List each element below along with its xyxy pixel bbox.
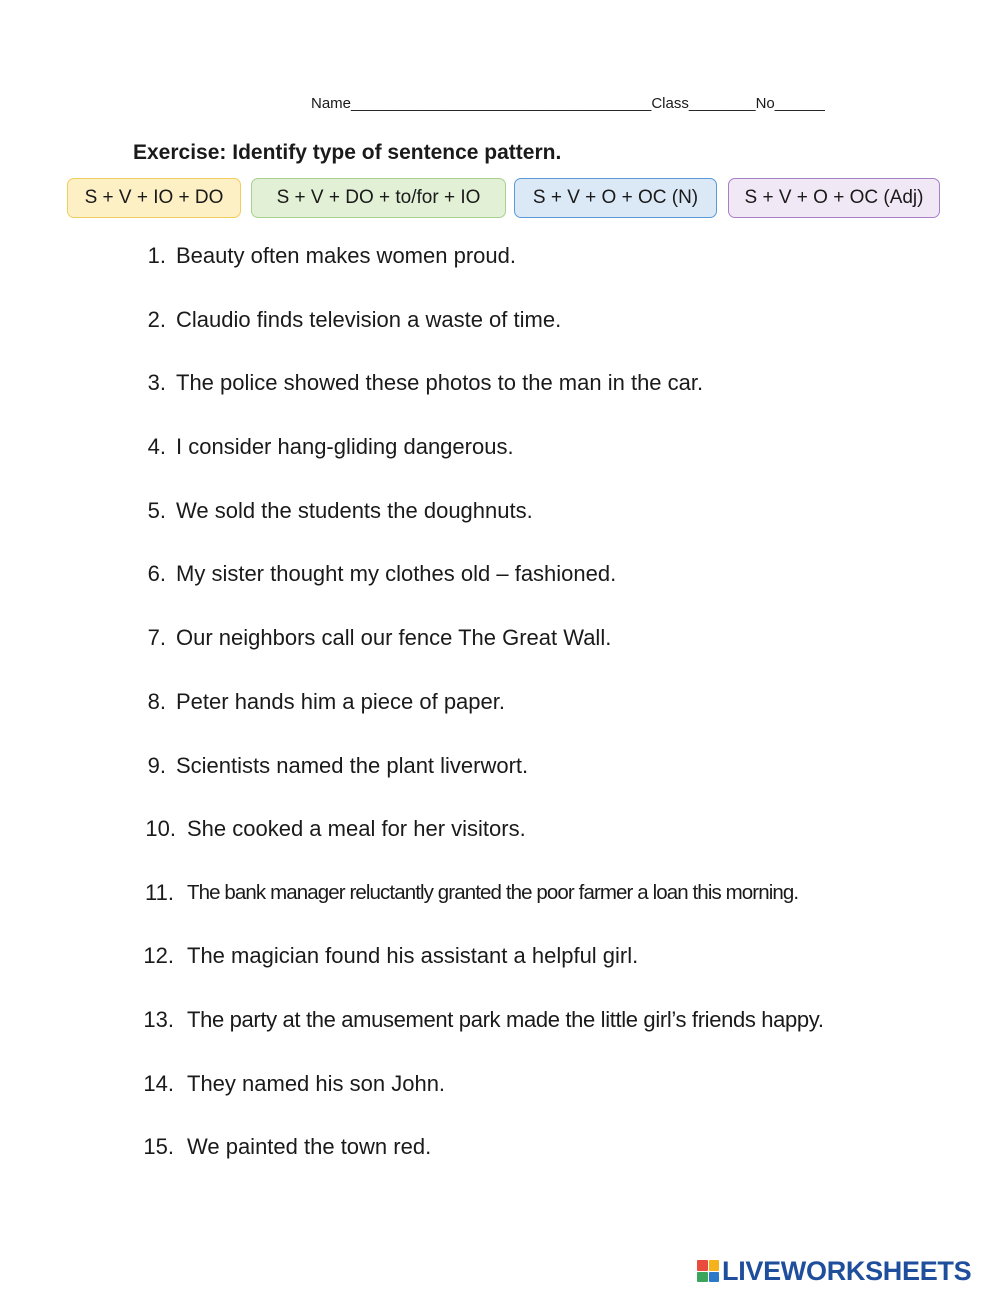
item-number: 13. (143, 1007, 174, 1032)
item-number: 8. (147, 689, 166, 714)
pattern-box-3: S + V + O + OC (N) (514, 178, 717, 218)
item-sentence: My sister thought my clothes old – fashioned. (176, 561, 617, 586)
liveworksheets-logo (697, 1256, 971, 1286)
item-number: 3. (147, 370, 166, 395)
pattern-box-4: S + V + O + OC (Adj) (728, 178, 940, 218)
pattern-box-2: S + V + DO + to/for + IO (251, 178, 506, 218)
logo-square-blue (709, 1272, 720, 1283)
item-number: 10. (145, 816, 176, 841)
item-number: 5. (147, 498, 166, 523)
item-sentence: The magician found his assistant a helpful girl. (187, 943, 639, 968)
exercise-title: Exercise: Identify type of sentence pattern. (133, 141, 562, 164)
item-sentence: We painted the town red. (187, 1134, 432, 1159)
item-sentence: They named his son John. (187, 1071, 446, 1096)
item-sentence: Scientists named the plant liverwort. (176, 753, 529, 778)
item-sentence: We sold the students the doughnuts. (176, 498, 533, 523)
item-sentence: Our neighbors call our fence The Great Wall. (176, 625, 612, 650)
item-sentence: Peter hands him a piece of paper. (176, 689, 505, 714)
pattern-box-1: S + V + IO + DO (67, 178, 241, 218)
logo-square-red (697, 1260, 708, 1271)
logo-mark-icon (697, 1260, 719, 1282)
item-number: 14. (143, 1071, 174, 1096)
item-number: 1. (147, 243, 166, 268)
logo-text: LIVEWORKSHEETS (722, 1255, 972, 1286)
name-class-no-line: Name____________________________________Class________No______ (311, 95, 825, 112)
item-number: 4. (147, 434, 166, 459)
item-sentence: Claudio finds television a waste of time. (176, 307, 562, 332)
item-number: 9. (147, 753, 166, 778)
item-sentence: She cooked a meal for her visitors. (187, 816, 526, 841)
item-number: 11. (145, 880, 174, 905)
item-sentence: The party at the amusement park made the little girl’s friends happy. (187, 1007, 824, 1032)
item-number: 6. (147, 561, 166, 586)
item-sentence: Beauty often makes women proud. (176, 243, 516, 268)
item-number: 12. (143, 943, 174, 968)
logo-square-yellow (709, 1260, 720, 1271)
item-number: 15. (143, 1134, 174, 1159)
item-sentence: The police showed these photos to the man in the car. (176, 370, 704, 395)
item-number: 7. (147, 625, 166, 650)
item-sentence: The bank manager reluctantly granted the poor farmer a loan this morning. (187, 881, 799, 904)
logo-square-green (697, 1272, 708, 1283)
item-number: 2. (147, 307, 166, 332)
item-sentence: I consider hang-gliding dangerous. (176, 434, 514, 459)
